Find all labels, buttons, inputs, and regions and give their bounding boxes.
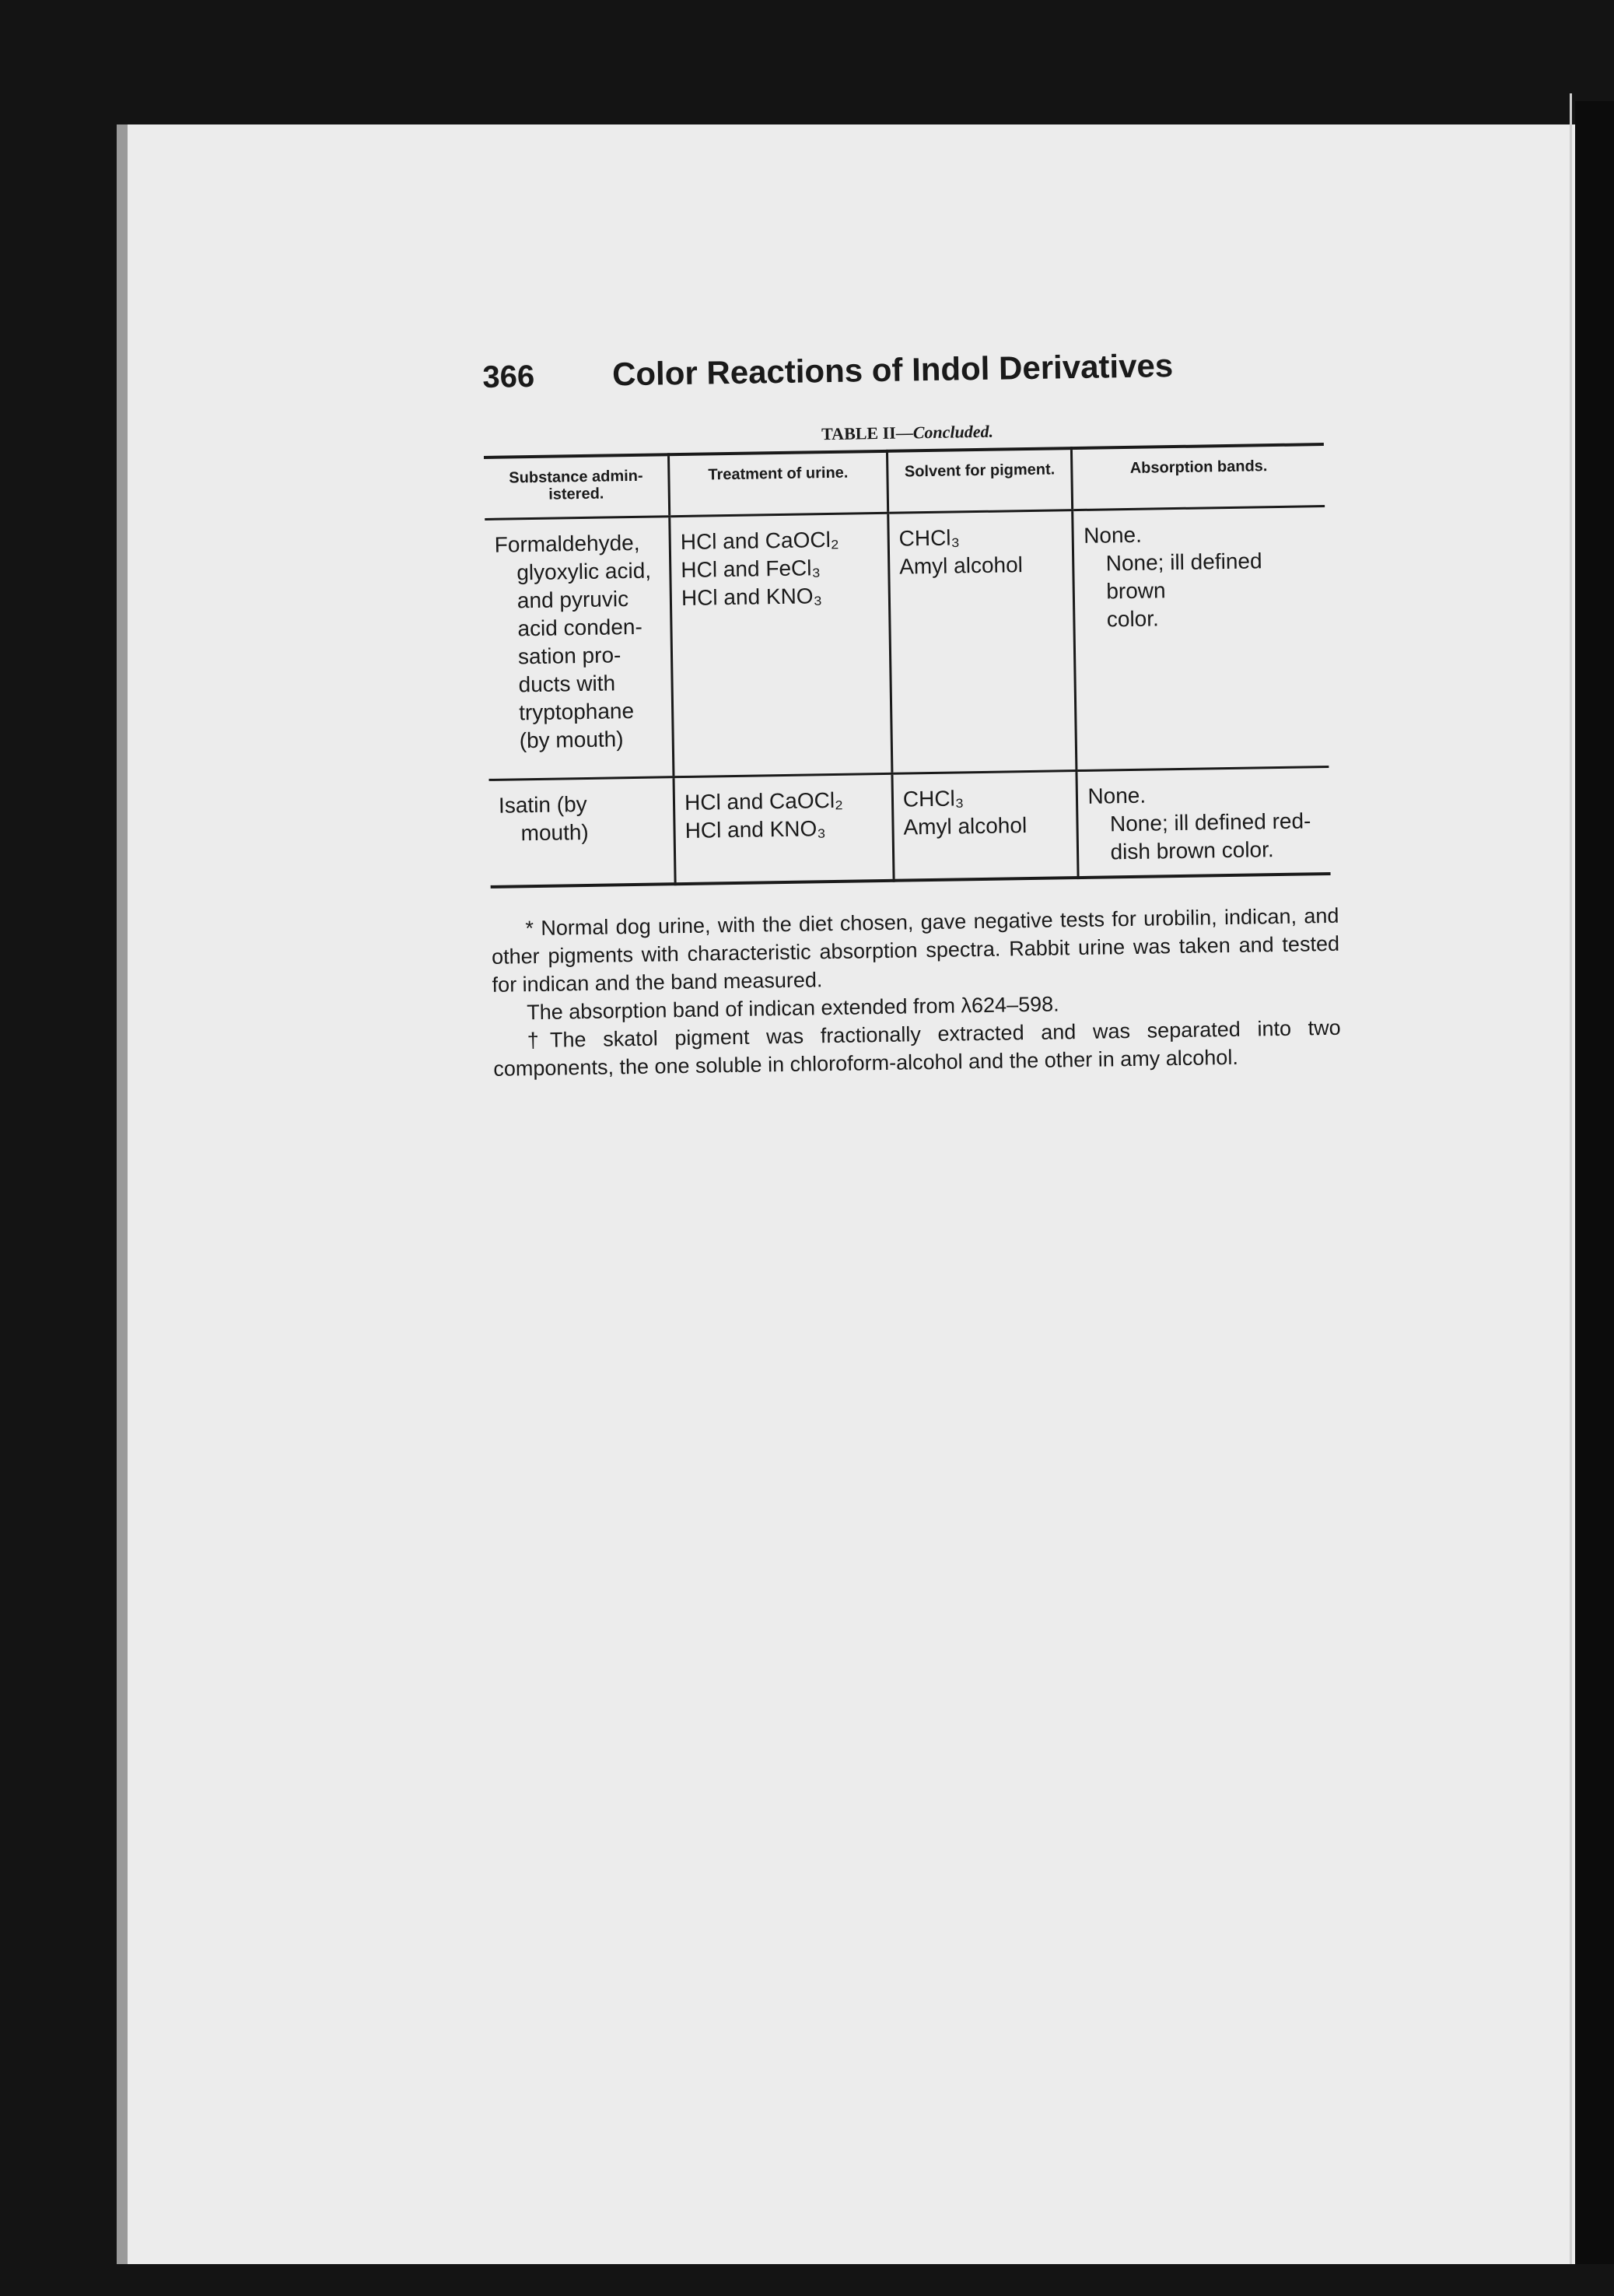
- table-row: [489, 766, 1331, 886]
- cell-line: HCl and FeCl₃: [681, 556, 821, 583]
- cell-line: HCl and CaOCl₂: [680, 527, 839, 555]
- cell-line: dish brown color.: [1110, 837, 1274, 864]
- cell-bands: [1077, 766, 1330, 878]
- footnote: * Normal dog urine, with the diet chosen, gave negative tests for urobilin, indican, and other pigments with characteristic absorption spectra. Rabbit urine was taken and tested for indican and the band measured.: [491, 903, 1340, 997]
- cell-treatment: [674, 773, 894, 884]
- cell-line: glyoxylic acid,: [516, 558, 652, 585]
- cell-line: tryptophane: [518, 698, 635, 725]
- cell-line: HCl and CaOCl₂: [684, 787, 844, 815]
- cell-line: HCl and KNO₃: [681, 584, 823, 611]
- cell-line: HCl and KNO₃: [684, 816, 826, 843]
- cell-substance: [485, 517, 674, 780]
- footnotes: [491, 902, 1341, 1083]
- absorption-table: [484, 443, 1331, 889]
- page-content: [482, 345, 1342, 1083]
- cell-solvent: [888, 510, 1077, 774]
- cell-substance: [489, 777, 676, 887]
- cell-line: None; ill defined red-: [1109, 808, 1311, 836]
- cell-line: acid conden-: [517, 614, 643, 641]
- cell-line: CHCl₃: [898, 525, 961, 551]
- cell-line: Amyl alcohol: [898, 552, 1024, 579]
- footnote: †The skatol pigment was fractionally extracted and was separated into two components, the one soluble in chloroform-alcohol and the other in amy alcohol.: [493, 1015, 1341, 1081]
- cell-line: None.: [1083, 522, 1143, 548]
- cell-line: None.: [1087, 783, 1147, 808]
- cell-solvent: [892, 771, 1079, 881]
- cell-line: mouth): [520, 819, 589, 846]
- page-number: 366: [482, 359, 535, 394]
- page-edge: [1570, 93, 1572, 2264]
- cell-line: Formaldehyde,: [494, 530, 640, 557]
- cell-line: color.: [1106, 606, 1160, 632]
- cell-line: ducts with: [518, 671, 616, 697]
- cell-line: None; ill defined brown: [1105, 549, 1262, 604]
- table-caption-label: TABLE II—: [821, 422, 913, 444]
- column-header-treatment: Treatment of urine.: [669, 451, 888, 517]
- table-row: [485, 507, 1329, 780]
- table-caption-concluded: Concluded.: [912, 421, 994, 443]
- column-header-bands: Absorption bands.: [1072, 444, 1325, 510]
- column-header-substance: Substance admin- istered.: [484, 454, 670, 519]
- cell-treatment: [670, 513, 892, 776]
- cell-line: Isatin (by: [498, 791, 587, 818]
- running-title: Color Reactions of Indol Derivatives: [611, 347, 1174, 393]
- column-header-solvent: Solvent for pigment.: [887, 448, 1073, 513]
- cell-line: Amyl alcohol: [903, 813, 1028, 840]
- cell-line: (by mouth): [519, 727, 624, 753]
- cell-line: CHCl₃: [902, 786, 965, 811]
- footnote: The absorption band of indican extended from λ624–598.: [526, 992, 1059, 1025]
- facing-page-edge: [1575, 101, 1614, 2264]
- cell-line: and pyruvic: [516, 587, 629, 613]
- cell-bands: [1073, 507, 1329, 771]
- cell-line: sation pro-: [517, 643, 621, 669]
